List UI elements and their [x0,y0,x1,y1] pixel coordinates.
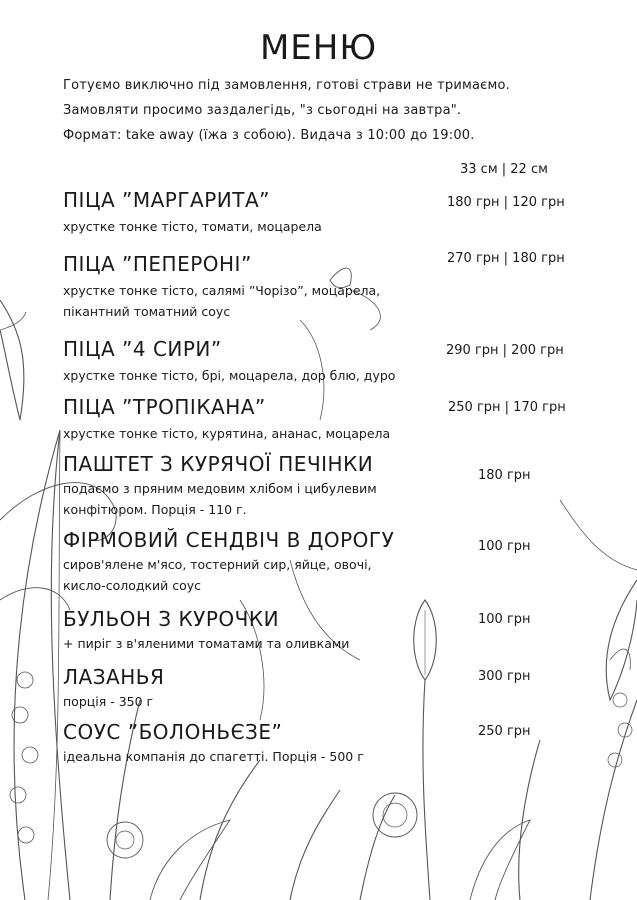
item-name: СОУС ”БОЛОНЬЄЗЕ” [63,720,283,744]
item-description: хрустке тонке тісто, брі, моцарела, дор блю, дуро [63,368,396,383]
intro-line: Замовляти просимо заздалегідь, "з сьогодні на завтра". [63,103,462,118]
item-description-line: кисло-солодкий соус [63,578,202,593]
menu-title: МЕНЮ [259,28,378,68]
item-description-line: конфітюром. Порція - 110 г. [63,502,247,517]
size-header: 33 см | 22 см [460,162,548,177]
intro-text [63,76,603,146]
item-name: ПІЦА ”ПЕПЕРОНІ” [63,252,252,276]
item-price: 250 грн | 170 грн [448,400,566,415]
item-description [63,280,603,322]
intro-line: Готуємо виключно під замовлення, готові страви не тримаємо. [63,78,510,93]
item-name: ПАШТЕТ З КУРЯЧОЇ ПЕЧІНКИ [63,452,374,476]
item-name: ПІЦА ”ТРОПІКАНА” [63,395,266,419]
item-description-line: сиров'ялене м'ясо, тостерний сир, яйце, овочі, [63,557,372,572]
item-price: 180 грн | 120 грн [447,195,565,210]
item-description [63,554,603,596]
intro-line: Формат: take away (їжа з собою). Видача з 10:00 до 19:00. [63,128,475,143]
item-description-line: подаємо з пряним медовим хлібом і цибулевим [63,481,377,496]
item-description: + пиріг з в'яленими томатами та оливками [63,636,350,651]
item-price: 270 грн | 180 грн [447,251,565,266]
item-description-line: хрустке тонке тісто, салямі ”Чорізо”, моцарела, [63,283,381,298]
item-name: ФІРМОВИЙ СЕНДВІЧ В ДОРОГУ [63,528,395,552]
item-price: 300 грн [478,669,531,684]
item-name: ЛАЗАНЬЯ [63,665,165,689]
item-description-line: пікантний томатний соус [63,304,231,319]
item-description: хрустке тонке тісто, курятина, ананас, моцарела [63,426,391,441]
item-name: БУЛЬОН З КУРОЧКИ [63,607,280,631]
item-name: ПІЦА ”4 СИРИ” [63,337,222,361]
item-price: 180 грн [478,468,531,483]
item-description: ідеальна компанія до спагетті. Порція - 500 г [63,749,364,764]
item-name: ПІЦА ”МАРГАРИТА” [63,188,271,212]
item-description [63,478,603,520]
item-price: 290 грн | 200 грн [446,343,564,358]
item-price: 100 грн [478,539,531,554]
item-price: 100 грн [478,612,531,627]
item-price: 250 грн [478,724,531,739]
menu-item [63,452,603,520]
item-description: порція - 350 г [63,694,154,709]
item-description: хрустке тонке тісто, томати, моцарела [63,219,322,234]
